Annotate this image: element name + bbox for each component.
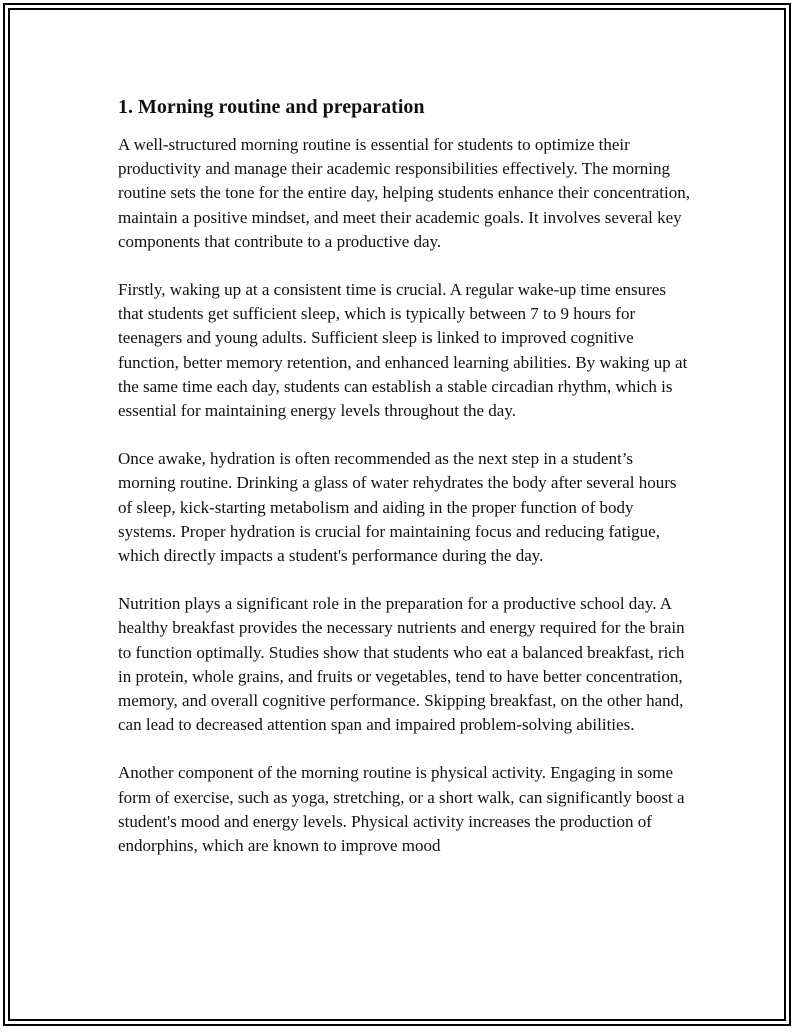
paragraph-nutrition: Nutrition plays a significant role in the preparation for a productive school day. A healthy breakfast provides the necessary nutrients and energy required for the brain to function optimally. Studies show that students who eat a balanced breakfast, rich in protein, whole grains, and fruits or vegetables, tend to have better concentration, memory, and overall cognitive performance. Skipping breakfast, on the other hand, can lead to decreased attention span and impaired problem-solving abilities. <box>118 594 685 735</box>
paragraph-physical-activity: Another component of the morning routine is physical activity. Engaging in some form of exercise, such as yoga, stretching, or a short walk, can significantly boost a student's mood and energy levels. Physical activity increases the production of endorphins, which are known to improve mood <box>118 763 685 856</box>
paragraph-hydration: Once awake, hydration is often recommended as the next step in a student’s morning routine. Drinking a glass of water rehydrates the body after several hours of sleep, kick-starting metabolism and aiding in the proper function of body systems. Proper hydration is crucial for maintaining focus and reducing fatigue, which directly impacts a student's performance during the day. <box>118 449 677 566</box>
section-heading: 1. Morning routine and preparation <box>118 96 425 118</box>
paragraph-wake-up: Firstly, waking up at a consistent time is crucial. A regular wake-up time ensures that students get sufficient sleep, which is typically between 7 to 9 hours for teenagers and young adults. Sufficient sleep is linked to improved cognitive function, better memory retention, and enhanced learning abilities. By waking up at the same time each day, students can establish a stable circadian rhythm, which is essential for maintaining energy levels throughout the day. <box>118 280 688 421</box>
paragraph-intro: A well-structured morning routine is essential for students to optimize their productivity and manage their academic responsibilities effectively. The morning routine sets the tone for the entire day, helping students enhance their concentration, maintain a positive mindset, and meet their academic goals. It involves several key components that contribute to a productive day. <box>118 135 690 251</box>
document-body <box>118 94 694 882</box>
